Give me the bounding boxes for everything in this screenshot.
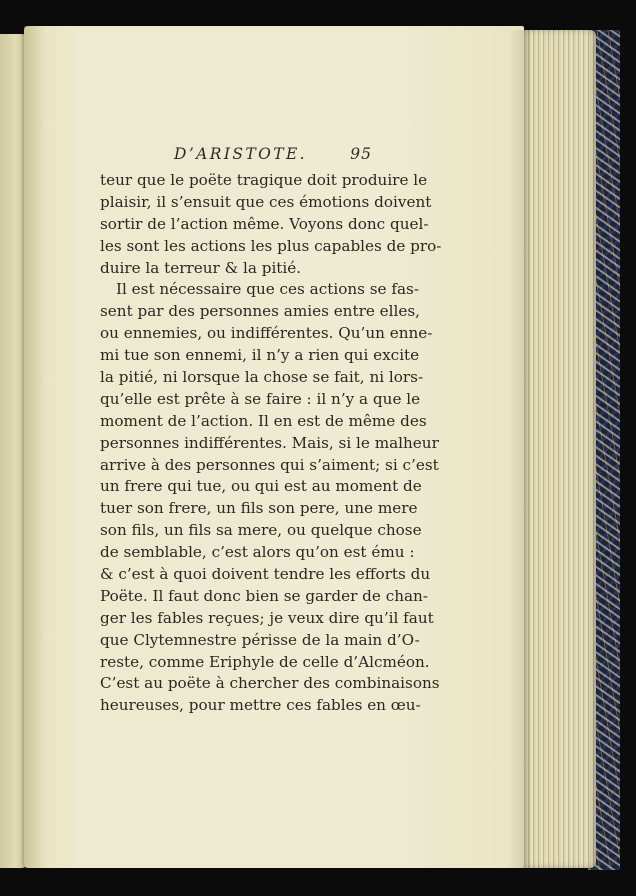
text-line: & c’est à quoi doivent tendre les efforts du [100,565,431,584]
page-edge-shadow [508,30,530,868]
text-line: personnes indifférentes. Mais, si le malheur [100,433,439,452]
text-line: les sont les actions les plus capables de pro- [100,236,442,255]
text-line: tuer son frere, un fils son pere, une mere [100,499,418,518]
text-line: ou ennemies, ou indifférentes. Qu’un enne- [100,324,433,343]
text-line: son fils, un fils sa mere, ou quelque chose [100,521,422,540]
text-line: C’est au poëte à chercher des combinaisons [100,674,440,693]
text-line: sortir de l’action même. Voyons donc quel- [100,214,429,233]
text-line: Il est nécessaire que ces actions se fas- [116,280,419,299]
running-head-title: D’ARISTOTE. [174,145,307,163]
text-line: de semblable, c’est alors qu’on est ému : [100,543,415,562]
bleed-through-marks [100,650,360,690]
text-line: ger les fables reçues; je veux dire qu’il faut [100,608,434,627]
page-gutter-shadow [24,26,46,868]
page-number: 95 [350,145,372,163]
text-line: heureuses, pour mettre ces fables en œu- [100,696,421,715]
body-text [100,170,442,717]
facing-page-edge [0,34,26,868]
text-line: arrive à des personnes qui s’aiment; si c’est [100,455,439,474]
text-line: un frere qui tue, ou qui est au moment de [100,477,422,496]
text-line: moment de l’action. Il en est de même des [100,411,427,430]
text-line: sent par des personnes amies entre elles, [100,302,420,321]
text-line: mi tue son ennemi, il n’y a rien qui excite [100,346,420,365]
text-line: que Clytemnestre périsse de la main d’O- [100,630,420,649]
text-line: duire la terreur & la pitié. [100,258,302,277]
text-line: Poëte. Il faut donc bien se garder de chan- [100,586,428,605]
text-line: reste, comme Eriphyle de celle d’Alcméon. [100,652,430,671]
text-line: la pitié, ni lorsque la chose se fait, ni lors- [100,368,424,387]
text-line: plaisir, il s’ensuit que ces émotions doivent [100,192,432,211]
text-line: qu’elle est prête à se faire : il n’y a que le [100,389,421,408]
running-head [100,143,382,171]
text-line: teur que le poëte tragique doit produire le [100,171,428,189]
